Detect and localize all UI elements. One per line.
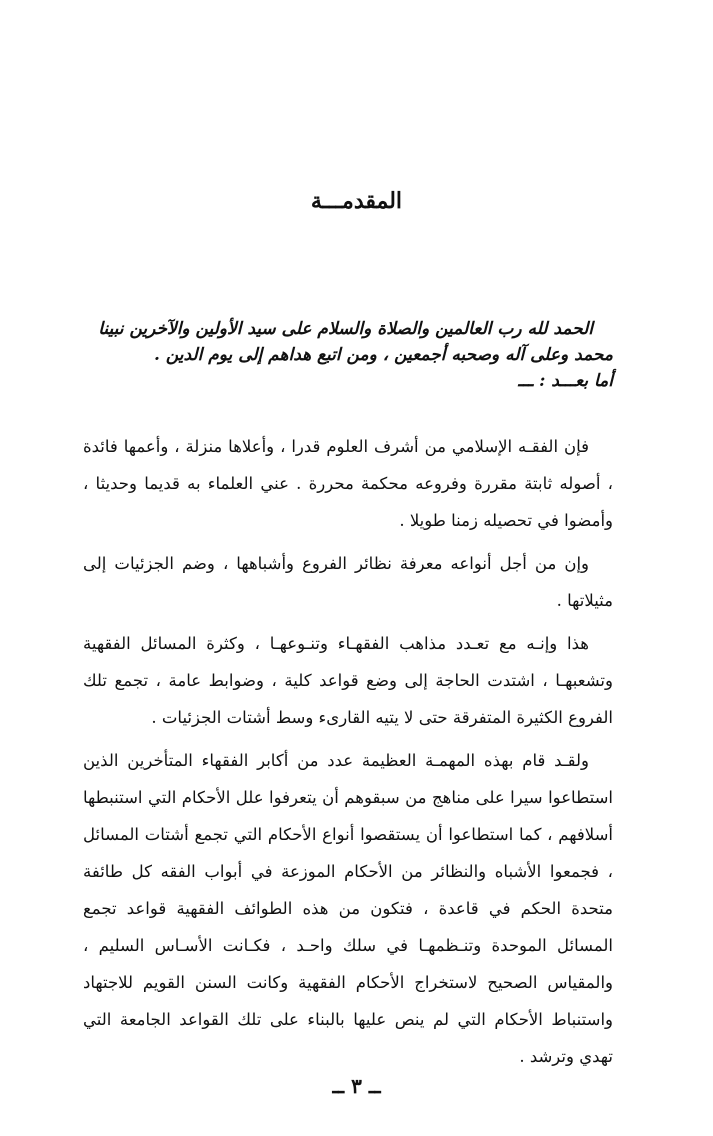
- paragraph-4: ولقـد قام بهذه المهمـة العظيمة عدد من أكابر الفقهاء المتأخرين الذين استطاعوا سيرا على مناهج من سبقوهم أن يتعرفوا علل الأحكام التي استنبطها أسلافهم ، كما استطاعوا أن يستقصوا أنواع الأحكام التي تجمع أشتات المسائل ، فجمعوا الأشباه والنظائر من الأحكام الموزعة في أبواب الفقه كل طائفة متحدة الحكم في قاعدة ، فتكون من هذه الطوائف الفقهية قواعد تجمع المسائل الموحدة وتنـظمهـا في سلك واحـد ، فكـانت الأسـاس السليم ، والمقياس الصحيح لاستخراج الأحكام الفقهية وكانت السنن القويم للاجتهاد واستنباط الأحكام التي لم ينص عليها بالبناء على تلك القواعد الجامعة التي تهدي وترشد .: [83, 751, 613, 1066]
- page-title: المقدمـــة: [310, 188, 403, 214]
- intro-line-1: الحمد لله رب العالمين والصلاة والسلام على سيد الأولين والآخرين نبينا: [98, 319, 593, 339]
- intro-block: [83, 316, 613, 394]
- paragraph-2: وإن من أجل أنواعه معرفة نظائر الفروع وأشباهها ، وضم الجزئيات إلى مثيلاتها .: [83, 554, 613, 610]
- intro-line-3: أما بعـــد : ـــ: [518, 371, 613, 391]
- page-number: ــ ٣ ــ: [332, 1074, 381, 1098]
- paragraph-3: هذا وإنـه مع تعـدد مذاهب الفقهـاء وتنـوعهـا ، وكثرة المسائل الفقهية وتشعبهـا ، اشتدت الحاجة إلى وضع قواعد كلية ، وضوابط عامة ، تجمع تلك الفروع الكثيرة المتفرقة حتى لا يتيه القارىء وسط أشتات الجزئيات .: [83, 634, 613, 727]
- body-text: [83, 428, 613, 1081]
- paragraph-1: فإن الفقـه الإسلامي من أشرف العلوم قدرا ، وأعلاها منزلة ، وأعمها فائدة ، أصوله ثابتة مقررة وفروعه محكمة محررة . عني العلماء به قديما وحديثا ، وأمضوا في تحصيله زمنا طويلا .: [83, 437, 613, 530]
- intro-line-2: محمد وعلى آله وصحبه أجمعين ، ومن اتبع هداهم إلى يوم الدين .: [153, 345, 613, 365]
